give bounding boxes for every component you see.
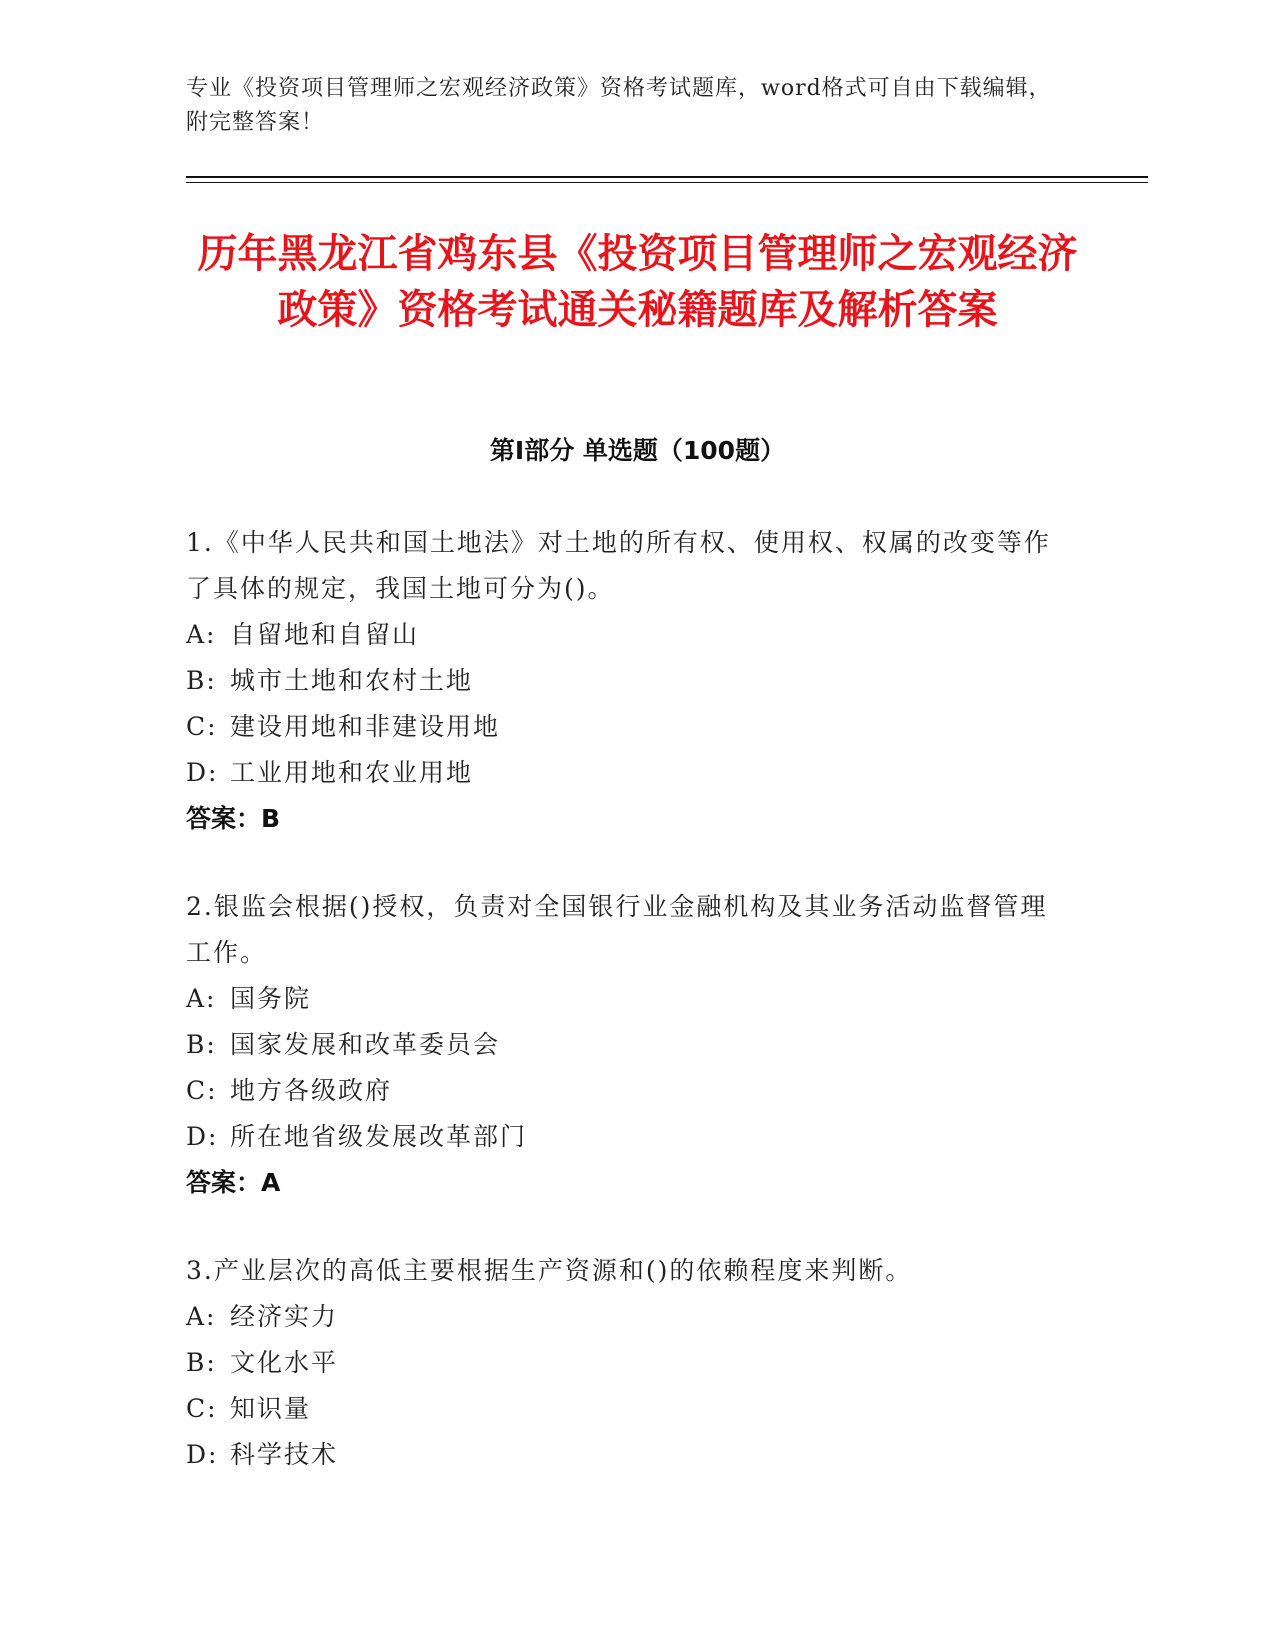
option-text: 自留地和自留山 — [230, 620, 420, 649]
option-text: 国务院 — [230, 984, 312, 1013]
option-b — [186, 658, 1066, 704]
option-d — [186, 750, 1066, 796]
option-letter: C: — [186, 1394, 218, 1423]
option-letter: A: — [186, 984, 217, 1013]
option-a — [186, 612, 1066, 658]
option-text: 经济实力 — [230, 1302, 339, 1331]
option-text: 工业用地和农业用地 — [230, 758, 474, 787]
option-text: 建设用地和非建设用地 — [230, 712, 501, 741]
option-letter: B: — [186, 1030, 217, 1059]
document-title: 历年黑龙江省鸡东县《投资项目管理师之宏观经济政策》资格考试通关秘籍题库及解析答案 — [197, 231, 1078, 333]
question-1 — [186, 520, 1066, 842]
answer-line: 答案：A — [186, 1168, 281, 1197]
option-letter: C: — [186, 712, 218, 741]
option-text: 所在地省级发展改革部门 — [230, 1122, 528, 1151]
option-letter: A: — [186, 620, 217, 649]
option-text: 文化水平 — [230, 1348, 339, 1377]
option-letter: C: — [186, 1076, 218, 1105]
answer-line: 答案：B — [186, 804, 281, 833]
option-text: 知识量 — [230, 1394, 312, 1423]
option-c — [186, 704, 1066, 750]
section-heading: 第I部分 单选题（100题） — [489, 436, 786, 465]
question-stem: 3.产业层次的高低主要根据生产资源和()的依赖程度来判断。 — [186, 1256, 913, 1285]
option-a — [186, 976, 1066, 1022]
question-list — [186, 520, 1066, 1520]
question-3 — [186, 1248, 1066, 1478]
option-letter: D: — [186, 1122, 219, 1151]
option-letter: A: — [186, 1302, 217, 1331]
option-a — [186, 1294, 1066, 1340]
header-divider-thin — [186, 182, 1148, 183]
header-note: 专业《投资项目管理师之宏观经济政策》资格考试题库，word格式可自由下载编辑，附完整答案！ — [186, 76, 1052, 135]
header-divider-thick — [186, 176, 1148, 178]
option-letter: D: — [186, 758, 219, 787]
option-text: 城市土地和农村土地 — [230, 666, 474, 695]
option-b — [186, 1022, 1066, 1068]
question-stem: 1.《中华人民共和国土地法》对土地的所有权、使用权、权属的改变等作了具体的规定，我国土地可分为()。 — [186, 528, 1051, 603]
option-text: 地方各级政府 — [230, 1076, 393, 1105]
option-letter: D: — [186, 1440, 219, 1469]
option-c — [186, 1386, 1066, 1432]
option-text: 科学技术 — [230, 1440, 339, 1469]
question-stem: 2.银监会根据()授权，负责对全国银行业金融机构及其业务活动监督管理工作。 — [186, 892, 1048, 967]
option-letter: B: — [186, 666, 217, 695]
question-2 — [186, 884, 1066, 1206]
option-letter: B: — [186, 1348, 217, 1377]
option-c — [186, 1068, 1066, 1114]
option-b — [186, 1340, 1066, 1386]
option-text: 国家发展和改革委员会 — [230, 1030, 501, 1059]
option-d — [186, 1114, 1066, 1160]
option-d — [186, 1432, 1066, 1478]
